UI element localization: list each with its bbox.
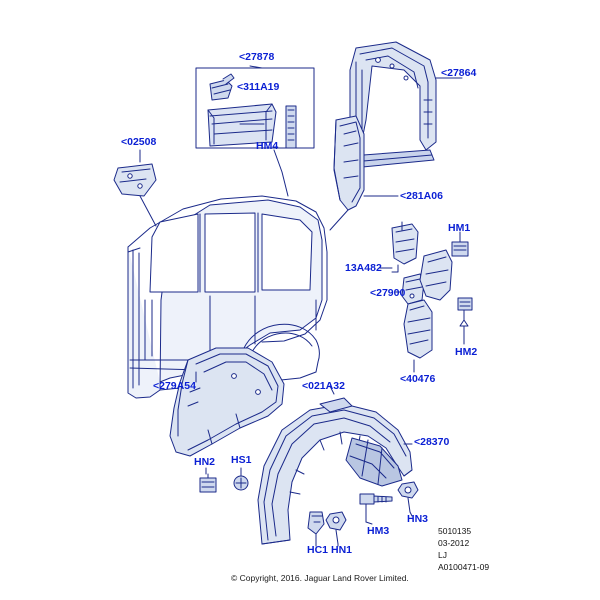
part-label-HN2[interactable]: HN2: [194, 456, 216, 468]
part-02508: [114, 164, 156, 196]
part-HS1: [234, 476, 248, 490]
reference-code: A0100471-09: [438, 562, 490, 572]
part-label-HN3[interactable]: HN3: [407, 513, 429, 525]
part-label-40476[interactable]: <40476: [400, 373, 436, 385]
part-279A54: [170, 348, 284, 456]
part-label-021A32[interactable]: <021A32: [302, 380, 345, 392]
copyright-notice: © Copyright, 2016. Jaguar Land Rover Limited.: [231, 573, 409, 583]
part-13A482: [392, 222, 418, 264]
drawing-date: 03-2012: [438, 538, 470, 548]
part-HM1: [452, 238, 468, 256]
part-281A06: [334, 116, 364, 210]
part-HN1: [326, 512, 346, 544]
part-HM2: [458, 298, 472, 326]
leader-281A06-body: [330, 210, 348, 230]
drawing-number: 5010135: [438, 526, 472, 536]
part-label-28370[interactable]: <28370: [414, 436, 450, 448]
part-label-HM2[interactable]: HM2: [455, 346, 478, 358]
part-label-HN1[interactable]: HN1: [331, 544, 353, 556]
part-label-279A54[interactable]: <279A54: [153, 380, 196, 392]
part-HN2: [200, 474, 216, 492]
part-label-281A06[interactable]: <281A06: [400, 190, 443, 202]
part-label-HS1[interactable]: HS1: [231, 454, 252, 466]
part-HC1: [308, 512, 324, 544]
leader-inset-to-body: [274, 150, 288, 196]
part-label-02508[interactable]: <02508: [121, 136, 157, 148]
part-label-27864[interactable]: <27864: [441, 67, 477, 79]
part-HM3: [360, 494, 392, 522]
part-label-27900[interactable]: <27900: [370, 287, 406, 299]
part-label-HC1[interactable]: HC1: [307, 544, 329, 556]
leader-02508-body: [140, 196, 156, 226]
inset-box-27878: [196, 68, 314, 148]
part-40476: [404, 250, 452, 358]
part-label-HM3[interactable]: HM3: [367, 525, 390, 537]
part-label-27878[interactable]: <27878: [239, 51, 275, 63]
part-label-13A482[interactable]: 13A482: [345, 262, 382, 274]
model-code: LJ: [438, 550, 447, 560]
part-label-HM4[interactable]: HM4: [256, 140, 279, 152]
part-HN3: [398, 482, 418, 512]
part-label-311A19[interactable]: <311A19: [237, 81, 280, 93]
part-label-HM1[interactable]: HM1: [448, 222, 471, 234]
leader-HM3: [366, 522, 372, 524]
